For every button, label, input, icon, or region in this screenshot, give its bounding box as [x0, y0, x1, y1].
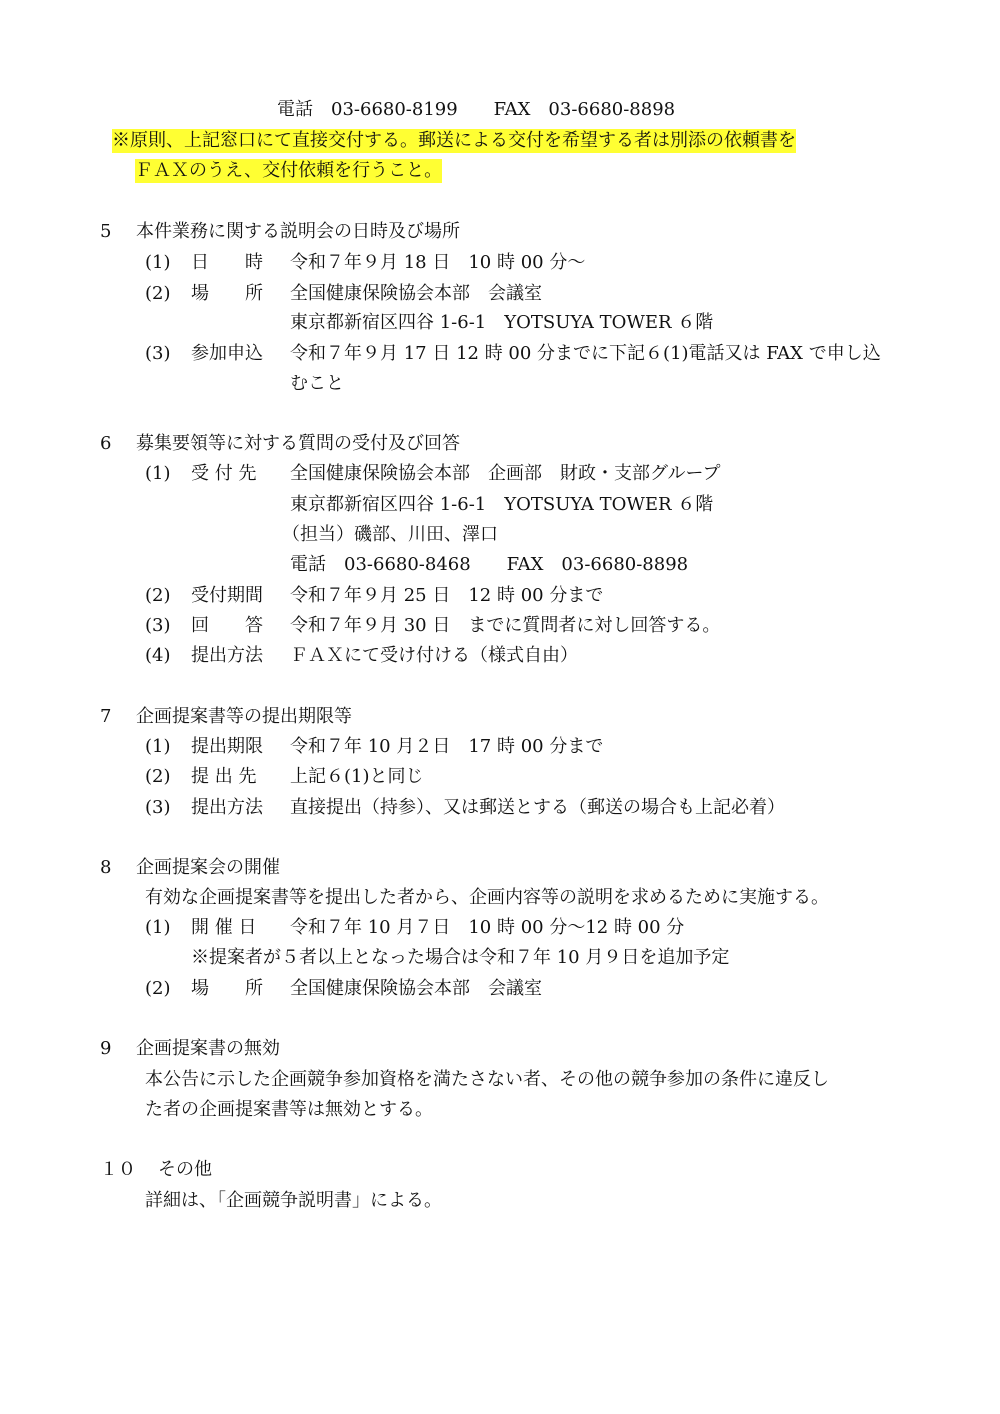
- item-value: 令和７年９月 17 日 12 時 00 分までに下記６(1)電話又は FAX で申し込: [290, 343, 881, 364]
- section-7-number: 7: [100, 706, 112, 727]
- item-value: ＦＡＸにて受け付ける（様式自由）: [290, 645, 578, 666]
- item-value: 令和７年９月 18 日 10 時 00 分～: [290, 252, 586, 273]
- item-value: 東京都新宿区四谷 1-6-1 YOTSUYA TOWER ６階: [290, 312, 714, 333]
- item-label: 提出方法: [191, 797, 263, 818]
- section-10-title: その他: [158, 1159, 212, 1180]
- delivery-note-line2: ＦＡＸのうえ、交付依頼を行うこと。: [135, 160, 443, 181]
- item-value: 上記６(1)と同じ: [290, 766, 424, 787]
- item-value: 全国健康保険協会本部 会議室: [290, 283, 542, 304]
- item-number: (2): [145, 978, 171, 999]
- item-label: 回 答: [191, 615, 263, 636]
- section-6-title: 募集要領等に対する質問の受付及び回答: [136, 433, 460, 454]
- item-value: 全国健康保険協会本部 会議室: [290, 978, 542, 999]
- item-value: 令和７年９月 30 日 までに質問者に対し回答する。: [290, 615, 721, 636]
- item-label: 提 出 先: [191, 766, 257, 787]
- item-number: (2): [145, 283, 171, 304]
- section-7-title: 企画提案書等の提出期限等: [136, 706, 352, 727]
- item-number: (3): [145, 343, 171, 364]
- item-label: 受 付 先: [191, 463, 257, 484]
- contact-phone-fax: 電話 03-6680-8199 FAX 03-6680-8898: [277, 99, 676, 120]
- item-value: 全国健康保険協会本部 企画部 財政・支部グループ: [290, 463, 721, 484]
- section-8-title: 企画提案会の開催: [136, 857, 280, 878]
- item-value: （担当）磯部、川田、澤口: [282, 524, 498, 545]
- item-label: 日 時: [191, 252, 263, 273]
- additional-date-note: ※提案者が５者以上となった場合は令和７年 10 月９日を追加予定: [191, 947, 730, 968]
- item-number: (3): [145, 615, 171, 636]
- section-10-body: 詳細は、「企画競争説明書」による。: [145, 1190, 442, 1211]
- item-number: (1): [145, 917, 171, 938]
- section-9-body-line2: た者の企画提案書等は無効とする。: [145, 1099, 433, 1120]
- item-label: 提出期限: [191, 736, 263, 757]
- item-number: (2): [145, 766, 171, 787]
- item-number: (1): [145, 736, 171, 757]
- section-9-number: 9: [100, 1038, 112, 1059]
- item-number: (2): [145, 585, 171, 606]
- item-label: 場 所: [191, 978, 263, 999]
- item-number: (4): [145, 645, 171, 666]
- item-value: 直接提出（持参）、又は郵送とする（郵送の場合も上記必着）: [290, 797, 785, 818]
- delivery-note-line1: ※原則、上記窓口にて直接交付する。郵送による交付を希望する者は別添の依頼書を: [112, 130, 796, 151]
- section-9-body-line1: 本公告に示した企画競争参加資格を満たさない者、その他の競争参加の条件に違反し: [145, 1069, 829, 1090]
- item-label: 提出方法: [191, 645, 263, 666]
- item-value: 電話 03-6680-8468 FAX 03-6680-8898: [290, 554, 689, 575]
- item-value: むこと: [290, 373, 344, 394]
- item-label: 開 催 日: [191, 917, 257, 938]
- item-label: 場 所: [191, 283, 263, 304]
- section-5-number: 5: [100, 221, 112, 242]
- item-number: (3): [145, 797, 171, 818]
- section-10-number: １０: [100, 1159, 136, 1180]
- section-9-title: 企画提案書の無効: [136, 1038, 280, 1059]
- item-number: (1): [145, 463, 171, 484]
- item-value: 令和７年 10 月２日 17 時 00 分まで: [290, 736, 604, 757]
- item-label: 参加申込: [191, 343, 263, 364]
- item-number: (1): [145, 252, 171, 273]
- section-8-intro: 有効な企画提案書等を提出した者から、企画内容等の説明を求めるために実施する。: [145, 887, 829, 908]
- section-8-number: 8: [100, 857, 112, 878]
- section-6-number: 6: [100, 433, 112, 454]
- item-label: 受付期間: [191, 585, 263, 606]
- section-5-title: 本件業務に関する説明会の日時及び場所: [136, 221, 460, 242]
- item-value: 令和７年９月 25 日 12 時 00 分まで: [290, 585, 604, 606]
- item-value: 令和７年 10 月７日 10 時 00 分～12 時 00 分: [290, 917, 685, 938]
- item-value: 東京都新宿区四谷 1-6-1 YOTSUYA TOWER ６階: [290, 494, 714, 515]
